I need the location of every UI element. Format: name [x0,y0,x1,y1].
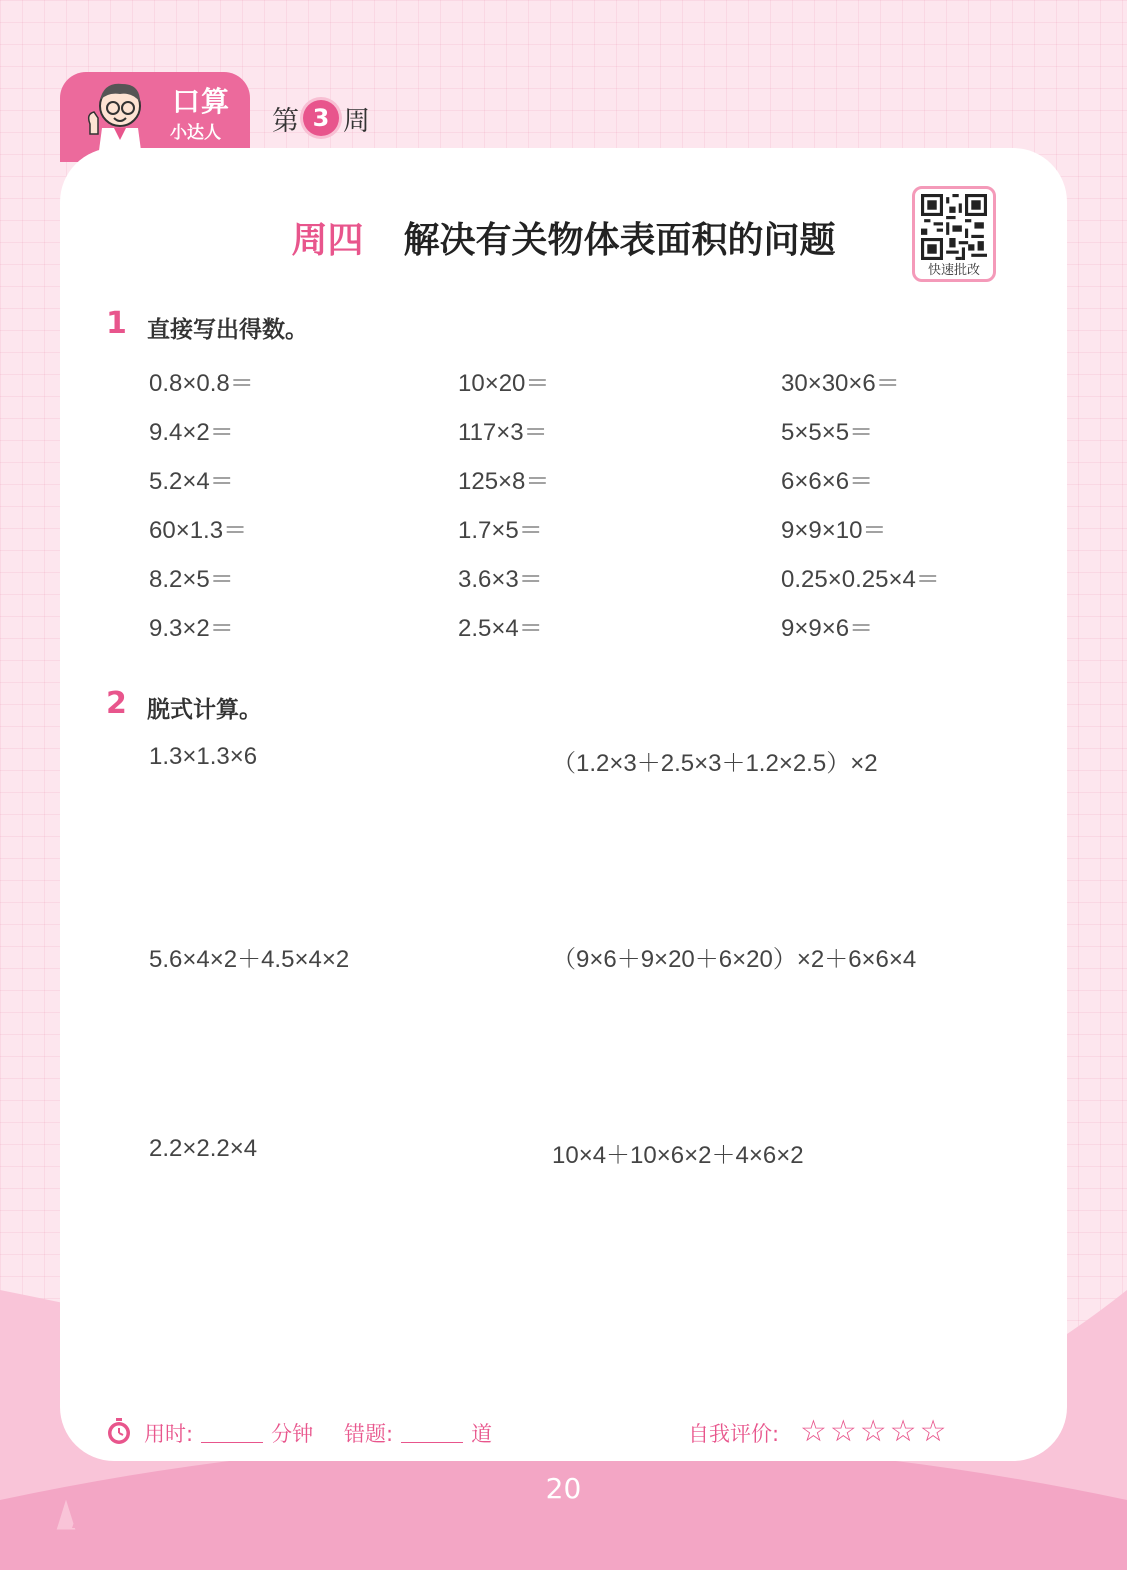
step-calculation-problem: 10×4＋10×6×2＋4×6×2 [552,1142,804,1169]
mental-math-problem: 1.7×5＝ [458,517,543,544]
error-unit: 道 [471,1422,493,1446]
step-calculation-problem: 5.6×4×2＋4.5×4×2 [149,946,350,973]
mental-math-problem: 8.2×5＝ [149,566,234,593]
mental-math-problem: 6×6×6＝ [781,468,874,495]
step-calculation-problem: （1.2×3＋2.5×3＋1.2×2.5）×2 [552,750,878,777]
mental-math-problem: 30×30×6＝ [781,370,900,397]
qr-code-icon [921,194,987,260]
section-2-number: 2 [106,686,127,721]
mental-math-problem: 117×3＝ [458,419,548,446]
step-calculation-problem: （9×6＋9×20＋6×20）×2＋6×6×4 [552,946,917,973]
time-used [144,1418,313,1448]
title-day: 周四 [291,220,364,261]
mental-math-problem: 3.6×3＝ [458,566,543,593]
tree-icon [54,1494,98,1570]
mental-math-problem: 9.3×2＝ [149,615,234,642]
time-input[interactable] [201,1420,263,1443]
mental-math-problem: 9×9×6＝ [781,615,874,642]
self-eval-label: 自我评价: [688,1422,780,1446]
week-indicator [272,96,370,140]
time-unit: 分钟 [271,1422,314,1446]
mental-math-problem: 60×1.3＝ [149,517,248,544]
week-suffix: 周 [343,105,370,137]
week-prefix: 第 [272,105,299,137]
section-1-title: 直接写出得数。 [147,317,308,343]
mental-math-problem: 2.5×4＝ [458,615,543,642]
section-2-title: 脱式计算。 [147,697,262,723]
qr-code[interactable] [912,186,996,282]
content-card [60,148,1067,1461]
step-calculation-problem: 1.3×1.3×6 [149,743,258,770]
qr-label: 快速批改 [927,263,980,278]
mental-math-problem: 9.4×2＝ [149,419,234,446]
star-rating[interactable]: ☆☆☆☆☆ [800,1414,950,1449]
title-text: 解决有关物体表面积的问题 [403,220,836,261]
error-input[interactable] [401,1420,463,1443]
logo-subtitle: 小达人 [170,123,221,143]
mental-math-problem: 5×5×5＝ [781,419,874,446]
time-label: 用时: [144,1422,194,1446]
section-1-number: 1 [106,306,127,341]
stopwatch-icon [104,1416,134,1446]
page-number: 20 [545,1472,582,1505]
week-number: 3 [303,100,339,136]
error-label: 错题: [344,1422,394,1446]
logo-title: 口算 [172,85,231,118]
mental-math-problem: 5.2×4＝ [149,468,234,495]
mental-math-problem: 0.25×0.25×4＝ [781,566,940,593]
mental-math-problem: 9×9×10＝ [781,517,887,544]
error-count [344,1418,492,1448]
mental-math-problem: 10×20＝ [458,370,550,397]
mental-math-problem: 0.8×0.8＝ [149,370,254,397]
step-calculation-problem: 2.2×2.2×4 [149,1135,258,1162]
mental-math-problem: 125×8＝ [458,468,550,495]
boy-mascot-icon [82,78,152,158]
